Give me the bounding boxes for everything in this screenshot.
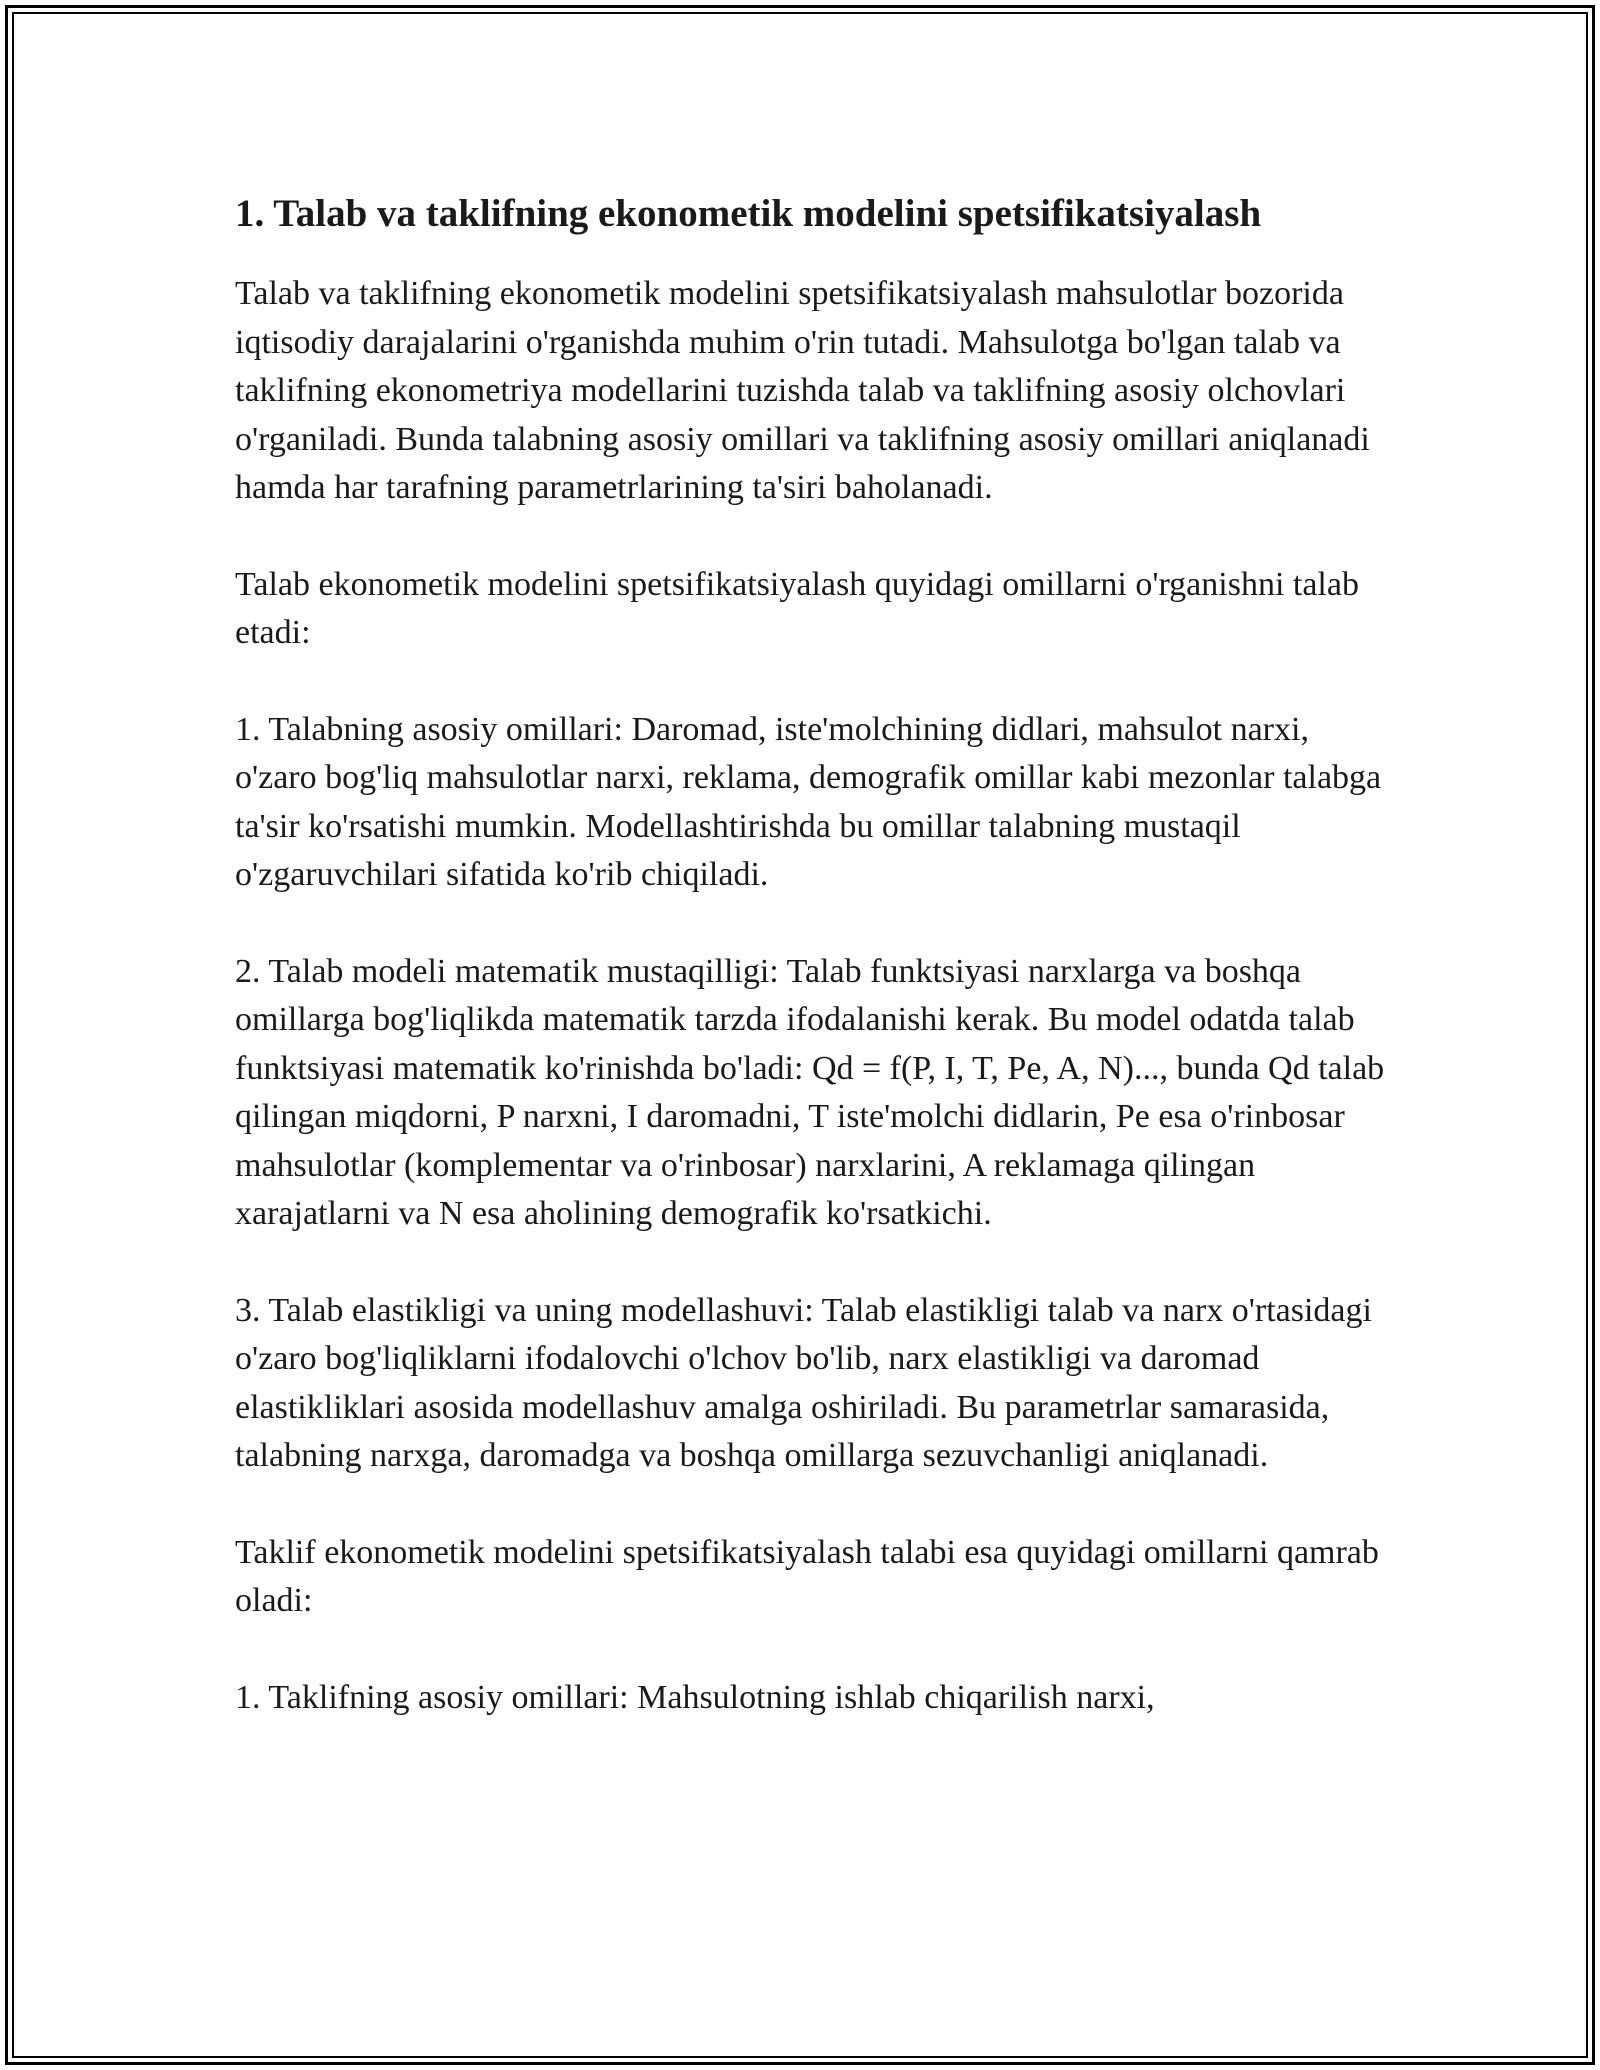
- paragraph-demand-factors-lead: Talab ekonometik modelini spetsifikatsiyalash quyidagi omillarni o'rganishni talab etadi:: [235, 565, 1359, 651]
- paragraph-supply-item-1: 1. Taklifning asosiy omillari: Mahsulotning ishlab chiqarilish narxi,: [235, 1678, 1155, 1716]
- section-heading: 1. Talab va taklifning ekonometik modelini spetsifikatsiyalash: [235, 192, 1262, 235]
- paragraph-supply-factors-lead: Taklif ekonometik modelini spetsifikatsiyalash talabi esa quyidagi omillarni qamrab oladi:: [235, 1533, 1379, 1619]
- paragraph-demand-item-2: 2. Talab modeli matematik mustaqilligi: Talab funktsiyasi narxlarga va boshqa omillarga bog'liqlikda matematik tarzda ifodalanishi kerak. Bu model odatda talab funktsiyasi matematik ko'rinishda bo'ladi: Qd = f(P, I, T, Pe, A, N)..., bunda Qd talab qilingan miqdorni, P narxni, I daromadni, T iste'molchi didlarin, Pe esa o'rinbosar mahsulotlar (komplementar va o'rinbosar) narxlarini, A reklamaga qilingan xarajatlarni va N esa aholining demografik ko'rsatkichi.: [235, 952, 1385, 1232]
- paragraph-demand-item-1: 1. Talabning asosiy omillari: Daromad, iste'molchining didlari, mahsulot narxi, o'zaro bog'liq mahsulotlar narxi, reklama, demografik omillar kabi mezonlar talabga ta'sir ko'rsatishi mumkin. Modellashtirishda bu omillar talabning mustaqil o'zgaruvchilari sifatida ko'rib chiqiladi.: [235, 710, 1382, 893]
- paragraph-intro: Talab va taklifning ekonometik modelini spetsifikatsiyalash mahsulotlar bozorida iqtisodiy darajalarini o'rganishda muhim o'rin tutadi. Mahsulotga bo'lgan talab va taklifning ekonometriya modellarini tuzishda talab va taklifning asosiy olchovlari o'rganiladi. Bunda talabning asosiy omillari va taklifning asosiy omillari aniqlanadi hamda har tarafning parametrlarining ta'siri baholanadi.: [235, 275, 1370, 506]
- paragraph-demand-item-3: 3. Talab elastikligi va uning modellashuvi: Talab elastikligi talab va narx o'rtasidagi o'zaro bog'liqliklarni ifodalovchi o'lchov bo'lib, narx elastikligi va daromad elastikliklari asosida modellashuv amalga oshiriladi. Bu parametrlar samarasida, talabning narxga, daromadga va boshqa omillarga sezuvchanligi aniqlanadi.: [235, 1291, 1372, 1474]
- document-body: [235, 188, 1385, 1770]
